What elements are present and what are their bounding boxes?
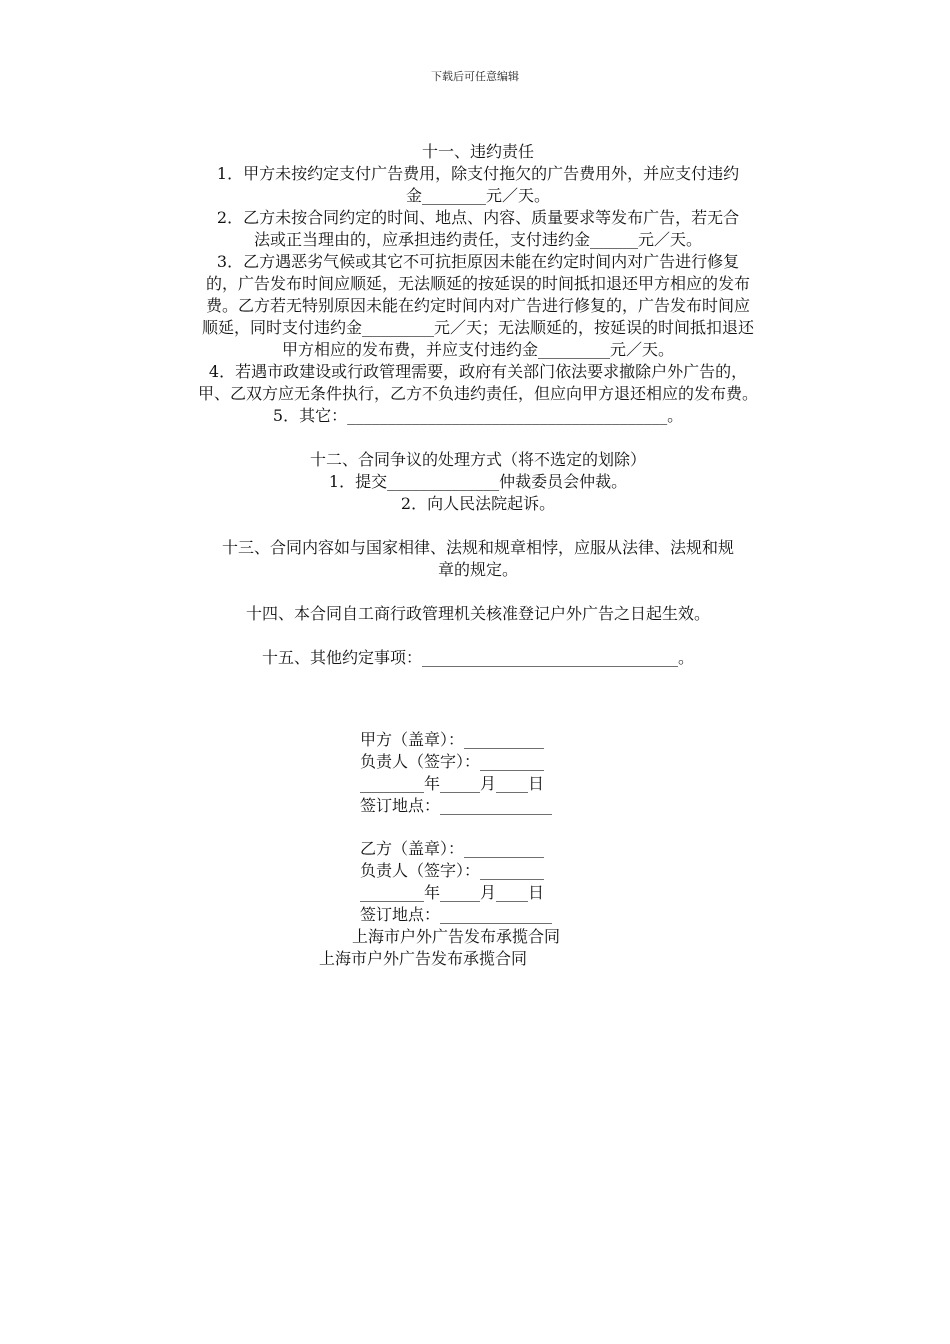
section-11-line: 费。乙方若无特别原因未能在约定时间内对广告进行修复的，广告发布时间应 bbox=[205, 296, 750, 315]
section-12-line: 1．提交______________仲裁委员会仲裁。 bbox=[328, 472, 628, 491]
section-11-line: 甲、乙双方应无条件执行，乙方不负违约责任，但应向甲方退还相应的发布费。 bbox=[197, 384, 758, 403]
party-a-signature-block bbox=[360, 729, 552, 817]
party-a-signer: 负责人（签字）：________ bbox=[360, 752, 545, 771]
section-11-line: 5．其它：________________________________________。 bbox=[272, 406, 684, 425]
section-11-line: 3．乙方遇恶劣气候或其它不可抗拒原因未能在约定时间内对广告进行修复 bbox=[216, 252, 740, 271]
section-13-line: 章的规定。 bbox=[437, 560, 518, 579]
contract-body bbox=[143, 141, 813, 669]
footer-title: 上海市户外广告发布承揽合同 bbox=[319, 949, 528, 968]
section-11-line: 金________元／天。 bbox=[405, 186, 550, 205]
section-12-line: 2．向人民法院起诉。 bbox=[400, 494, 556, 513]
party-a-seal: 甲方（盖章）：__________ bbox=[360, 730, 545, 749]
section-15-line: 十五、其他约定事项：________________________________。 bbox=[261, 648, 694, 667]
footer-title: 上海市户外广告发布承揽合同 bbox=[352, 927, 561, 946]
page-header: 下载后可任意编辑 bbox=[431, 70, 519, 83]
section-14-line: 十四、本合同自工商行政管理机关核准登记户外广告之日起生效。 bbox=[245, 604, 710, 623]
section-11-line: 甲方相应的发布费，并应支付违约金_________元／天。 bbox=[281, 340, 674, 359]
section-11-line: 2．乙方未按合同约定的时间、地点、内容、质量要求等发布广告，若无合 bbox=[216, 208, 740, 227]
section-11-line: 1．甲方未按约定支付广告费用，除支付拖欠的广告费用外，并应支付违约 bbox=[216, 164, 740, 183]
section-11-line: 的，广告发布时间应顺延，无法顺延的按延误的时间抵扣退还甲方相应的发布 bbox=[205, 274, 750, 293]
section-11-title: 十一、违约责任 bbox=[421, 142, 534, 161]
party-b-date: ________年_____月____日 bbox=[360, 883, 545, 902]
party-b-signer: 负责人（签字）：________ bbox=[360, 861, 545, 880]
party-b-place: 签订地点：______________ bbox=[360, 905, 553, 924]
party-b-seal: 乙方（盖章）：__________ bbox=[360, 839, 545, 858]
section-11-line: 法或正当理由的，应承担违约责任，支付违约金______元／天。 bbox=[253, 230, 702, 249]
section-12-title: 十二、合同争议的处理方式（将不选定的划除） bbox=[309, 450, 646, 469]
section-13-line: 十三、合同内容如与国家相律、法规和规章相悖，应服从法律、法规和规 bbox=[221, 538, 734, 557]
party-a-place: 签订地点：______________ bbox=[360, 796, 553, 815]
party-b-signature-block bbox=[360, 838, 552, 926]
section-11-line: 顺延，同时支付违约金_________元／天；无法顺延的，按延误的时间抵扣退还 bbox=[201, 318, 754, 337]
party-a-date: ________年_____月____日 bbox=[360, 774, 545, 793]
section-11-line: 4．若遇市政建设或行政管理需要，政府有关部门依法要求撤除户外广告的， bbox=[208, 362, 748, 381]
document-footer bbox=[0, 926, 950, 970]
